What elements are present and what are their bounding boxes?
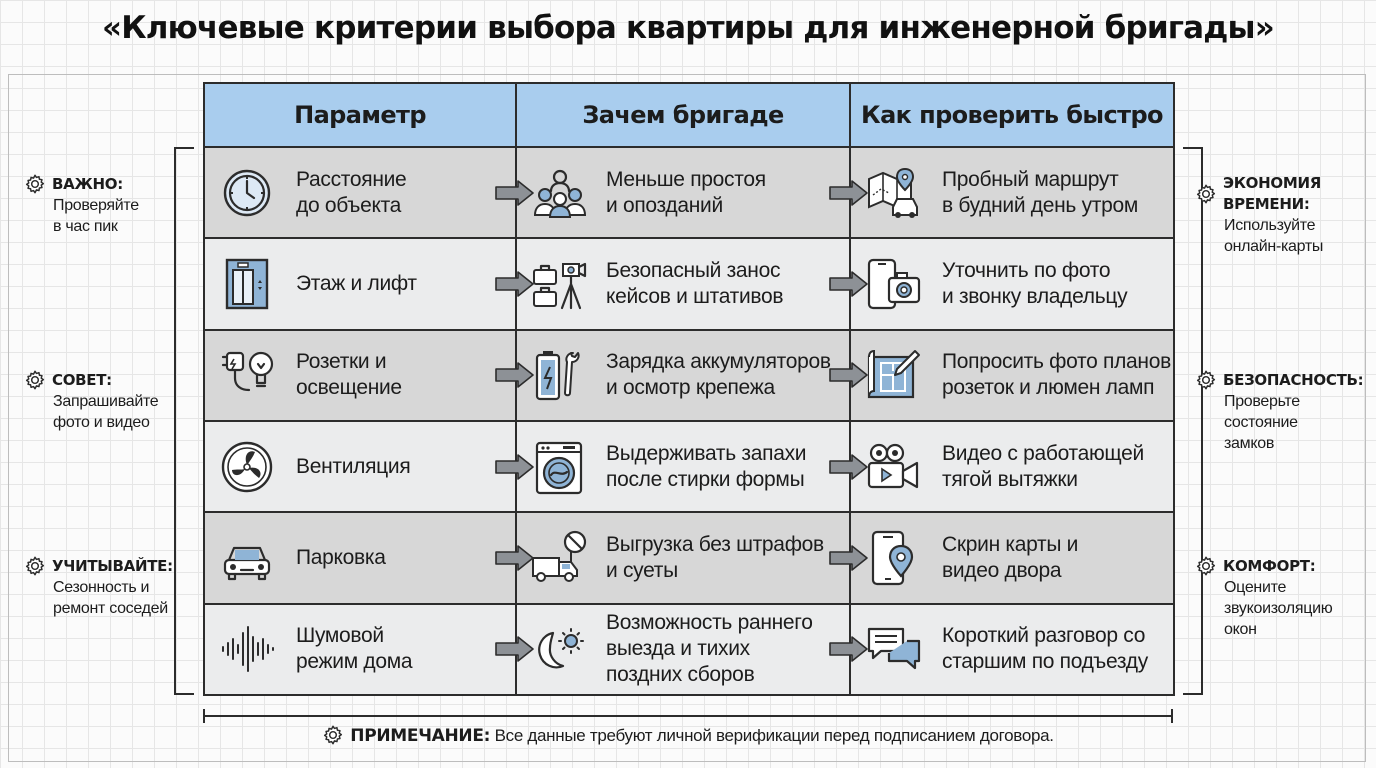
arrow-right-icon	[495, 179, 535, 207]
gear-icon	[1195, 183, 1217, 205]
column-header-param: Параметр	[204, 83, 516, 147]
arrow-right-icon	[495, 635, 535, 663]
side-note-text: Сезонность и ремонт соседей	[53, 579, 168, 617]
van-no-parking-icon	[531, 530, 589, 586]
note-text: Все данные требуют личной верификации перед подписанием договора.	[490, 726, 1054, 745]
phone-location-icon	[865, 530, 923, 586]
side-note-text: Проверяйте в час пик	[53, 197, 139, 235]
moon-sun-icon	[531, 621, 589, 677]
criteria-table	[203, 82, 1175, 696]
clock-icon	[219, 165, 277, 221]
cell-param-text: Вентиляция	[296, 454, 411, 478]
washing-machine-icon	[531, 439, 589, 495]
side-note-label: СОВЕТ:	[52, 370, 112, 389]
cell-why	[516, 421, 850, 512]
cell-check	[850, 147, 1174, 238]
floor-plan-icon	[865, 347, 923, 403]
cell-why-text: Выгрузка без штрафов и суеты	[606, 532, 824, 582]
arrow-right-icon	[495, 270, 535, 298]
table-row	[204, 604, 1174, 695]
side-note-label: УЧИТЫВАЙТЕ:	[52, 556, 173, 575]
cell-param	[204, 147, 516, 238]
arrow-right-icon	[495, 544, 535, 572]
arrow-right-icon	[829, 361, 869, 389]
side-note-text: Проверьте состояние замков	[1224, 393, 1300, 452]
right-side-note	[1195, 173, 1323, 257]
cell-why	[516, 147, 850, 238]
table-row	[204, 238, 1174, 329]
side-note-text: Запрашивайте фото и видео	[53, 393, 159, 431]
cell-param	[204, 604, 516, 695]
cell-why	[516, 238, 850, 329]
table-header-row	[204, 83, 1174, 147]
gear-icon	[24, 555, 46, 577]
cell-why-text: Зарядка аккумуляторов и осмотр крепежа	[606, 350, 831, 400]
column-header-why: Зачем бригаде	[516, 83, 850, 147]
column-header-check: Как проверить быстро	[850, 83, 1174, 147]
side-note-label: БЕЗОПАСНОСТЬ:	[1223, 370, 1364, 389]
cell-why-text: Возможность раннего выезда и тихих поздних сборов	[606, 611, 813, 687]
table-row	[204, 147, 1174, 238]
cell-check-text: Уточнить по фото и звонку владельцу	[942, 258, 1128, 308]
footer-note	[0, 724, 1376, 746]
cell-why	[516, 330, 850, 421]
battery-wrench-icon	[531, 347, 589, 403]
cell-param-text: Шумовой режим дома	[296, 624, 413, 674]
elevator-icon	[219, 256, 277, 312]
left-bracket	[174, 147, 194, 695]
left-side-note	[24, 555, 173, 619]
team-icon	[531, 165, 589, 221]
arrow-right-icon	[829, 453, 869, 481]
page-title: «Ключевые критерии выбора квартиры для инженерной бригады»	[101, 10, 1274, 46]
cell-check	[850, 330, 1174, 421]
side-note-text: Оцените звукоизоляцию окон	[1224, 579, 1333, 638]
cell-param-text: Этаж и лифт	[296, 271, 417, 295]
bottom-bracket	[203, 709, 1173, 723]
arrow-right-icon	[829, 544, 869, 572]
cell-check	[850, 604, 1174, 695]
side-note-text: Используйте онлайн-карты	[1224, 217, 1324, 255]
note-label: ПРИМЕЧАНИЕ:	[350, 726, 491, 746]
right-side-note	[1195, 555, 1332, 640]
gear-icon	[322, 724, 344, 746]
phone-camera-icon	[865, 256, 923, 312]
plug-bulb-icon	[219, 347, 277, 403]
cell-why-text: Меньше простоя и опозданий	[606, 167, 766, 217]
left-side-note	[24, 173, 139, 237]
gear-icon	[1195, 369, 1217, 391]
cell-check	[850, 421, 1174, 512]
left-side-note	[24, 369, 158, 433]
cell-param	[204, 421, 516, 512]
side-note-label: КОМФОРТ:	[1223, 556, 1316, 575]
arrow-right-icon	[495, 453, 535, 481]
side-note-label: ЭКОНОМИЯ ВРЕМЕНИ:	[1223, 174, 1321, 213]
cases-tripod-icon	[531, 256, 589, 312]
cell-param	[204, 330, 516, 421]
right-side-note	[1195, 369, 1363, 454]
cell-param-text: Розетки и освещение	[296, 350, 402, 400]
chat-bubbles-icon	[865, 621, 923, 677]
map-car-icon	[865, 165, 923, 221]
sound-wave-icon	[219, 621, 277, 677]
fan-icon	[219, 439, 277, 495]
table-row	[204, 421, 1174, 512]
table-row	[204, 330, 1174, 421]
car-icon	[219, 530, 277, 586]
gear-icon	[24, 369, 46, 391]
table-row	[204, 512, 1174, 603]
cell-param	[204, 512, 516, 603]
arrow-right-icon	[829, 179, 869, 207]
cell-check-text: Попросить фото планов розеток и люмен ламп	[942, 350, 1171, 400]
arrow-right-icon	[829, 270, 869, 298]
cell-why-text: Выдерживать запахи после стирки формы	[606, 441, 807, 491]
video-camera-icon	[865, 439, 923, 495]
cell-check-text: Короткий разговор со старшим по подъезду	[942, 624, 1148, 674]
cell-check	[850, 238, 1174, 329]
cell-why	[516, 604, 850, 695]
cell-check-text: Скрин карты и видео двора	[942, 532, 1079, 582]
gear-icon	[24, 173, 46, 195]
cell-check-text: Видео с работающей тягой вытяжки	[942, 441, 1144, 491]
cell-check-text: Пробный маршрут в будний день утром	[942, 167, 1139, 217]
cell-param-text: Парковка	[296, 545, 386, 569]
gear-icon	[1195, 555, 1217, 577]
cell-why	[516, 512, 850, 603]
side-note-label: ВАЖНО:	[52, 174, 123, 193]
cell-why-text: Безопасный занос кейсов и штативов	[606, 258, 784, 308]
cell-param-text: Расстояние до объекта	[296, 167, 407, 217]
arrow-right-icon	[829, 635, 869, 663]
cell-param	[204, 238, 516, 329]
arrow-right-icon	[495, 361, 535, 389]
cell-check	[850, 512, 1174, 603]
